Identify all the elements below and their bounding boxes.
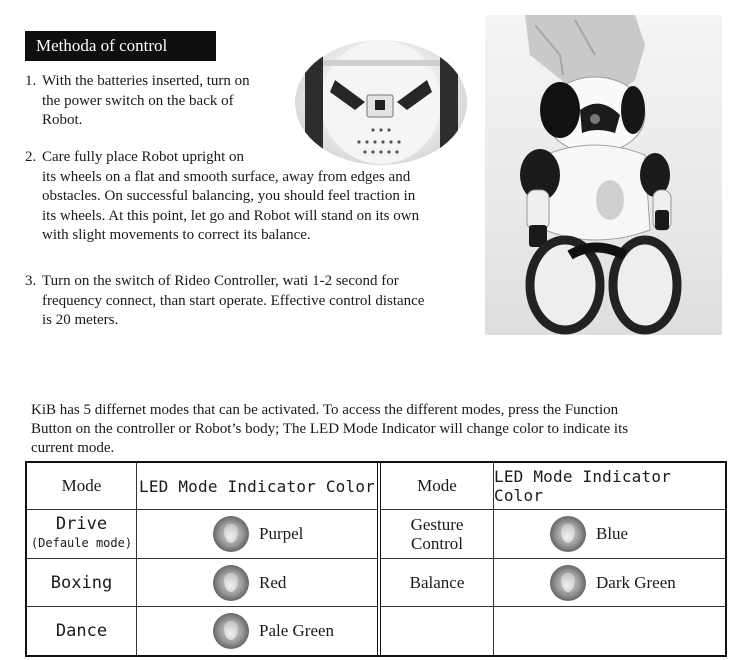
- intro-line: Button on the controller or Robot’s body; The LED Mode Indicator will change color to indicate its: [31, 421, 629, 437]
- mode-cell-dance: Dance: [27, 607, 137, 655]
- step-line: its wheels. At this point, let go and Robot will stand on its own: [42, 207, 420, 224]
- mode-cell-empty: [381, 607, 494, 655]
- color-name: Dark Green: [596, 572, 676, 592]
- led-indicator-icon: [213, 565, 249, 601]
- mode-cell-boxing: Boxing: [27, 559, 137, 607]
- intro-line: current mode.: [31, 440, 115, 456]
- led-indicator-icon: [550, 516, 586, 552]
- section-title: Methoda of control: [25, 31, 216, 61]
- step-line: with slight movements to correct its balance.: [42, 227, 311, 243]
- led-indicator-icon: [550, 565, 586, 601]
- step-line: obstacles. On successful balancing, you should feel traction in: [42, 188, 416, 204]
- mode-subtitle: (Defaule mode): [30, 536, 133, 550]
- color-cell-boxing: [137, 559, 377, 607]
- step-number: 1.: [25, 73, 37, 89]
- mode-cell-drive: [27, 510, 137, 559]
- step-line: With the batteries inserted, turn on: [42, 73, 250, 89]
- color-cell-dance: [137, 607, 377, 655]
- color-name: Pale Green: [259, 621, 335, 640]
- header-led-color: LED Mode Indicator Color: [137, 463, 377, 510]
- mode-cell-gesture-control: [381, 510, 494, 559]
- color-cell-balance: [494, 559, 727, 607]
- mode-name: Drive: [55, 514, 108, 534]
- step-line: Turn on the switch of Rideo Controller, wati 1-2 second for: [42, 273, 399, 289]
- robot-back-photo: [295, 40, 467, 165]
- modes-table: [25, 461, 727, 657]
- header-mode: Mode: [27, 463, 137, 510]
- robot-photo: [485, 15, 722, 335]
- step-3: [25, 272, 424, 331]
- color-cell-empty: [494, 607, 727, 655]
- step-number: 3.: [25, 273, 37, 289]
- mode-cell-balance: Balance: [381, 559, 494, 607]
- color-cell-drive: [137, 510, 377, 559]
- color-name: Blue: [596, 524, 629, 543]
- step-line: Robot.: [42, 112, 83, 128]
- mode-name: Control: [411, 534, 463, 553]
- mode-name: Gesture: [410, 515, 464, 534]
- header-led-color: LED Mode Indicator Color: [494, 463, 727, 510]
- led-indicator-icon: [213, 613, 249, 649]
- color-name: Purpel: [259, 524, 304, 543]
- step-line: frequency connect, than start operate. Effective control distance: [42, 292, 425, 309]
- step-line: the power switch on the back of: [42, 92, 234, 109]
- color-name: Red: [259, 572, 287, 592]
- step-number: 2.: [25, 149, 37, 165]
- header-mode: Mode: [381, 463, 494, 510]
- color-cell-gesture-control: [494, 510, 727, 559]
- modes-intro: [31, 401, 731, 458]
- step-1: [25, 72, 250, 131]
- step-line: is 20 meters.: [42, 312, 119, 328]
- step-line: its wheels on a flat and smooth surface, away from edges and: [42, 168, 411, 185]
- led-indicator-icon: [213, 516, 249, 552]
- intro-line: KiB has 5 differnet modes that can be activated. To access the different modes, press the Function: [31, 402, 619, 418]
- step-line: Care fully place Robot upright on: [42, 149, 245, 165]
